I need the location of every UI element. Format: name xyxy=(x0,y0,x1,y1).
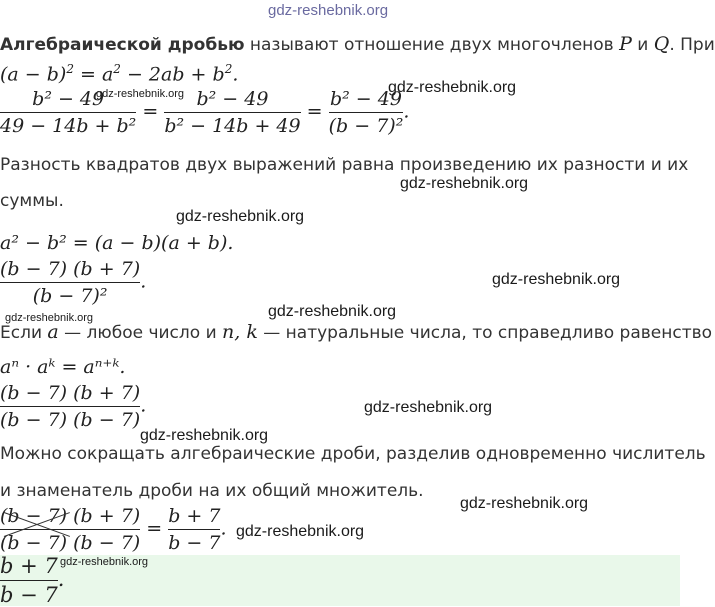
formula-power-rule: aⁿ · aᵏ = aⁿ⁺ᵏ. xyxy=(0,356,126,378)
fraction-3: $\frac{(b - 7) (b + 7)}{(b - 7) (b - 7)}$ . xyxy=(0,382,147,432)
difference-of-squares-text-2: суммы. xyxy=(0,191,64,211)
fraction-1c: $\frac{\text{b² − 49}}{\text{(b − 7)²}}$ xyxy=(328,88,404,138)
intro-text: называют отношение двух многочленов xyxy=(244,35,620,55)
formula-square-difference: $(a - b)^2 = a^2 - 2ab + b^2$. xyxy=(0,62,239,86)
intro-line xyxy=(0,33,715,55)
watermark-1: gdz-reshebnik.org xyxy=(96,88,185,100)
answer-fraction: $\frac{b + 7}{b - 7}$ . xyxy=(0,554,65,607)
watermark-9: gdz-reshebnik.org xyxy=(140,427,269,444)
watermark-5: gdz-reshebnik.org xyxy=(492,271,621,288)
fraction-4-cancelled: $\frac{(b - 7) (b + 7)}{(b - 7) (b - 7)}$ = $\frac{b + 7}{b - 7}$ . xyxy=(0,505,227,555)
intro-and: и xyxy=(631,35,654,55)
watermark-11: gdz-reshebnik.org xyxy=(236,523,365,540)
watermark-10: gdz-reshebnik.org xyxy=(460,495,589,512)
reduce-text-1: Можно сокращать алгебраические дроби, разделив одновременно числитель xyxy=(0,444,706,464)
intro-end: . При xyxy=(669,35,715,55)
watermark-3: gdz-reshebnik.org xyxy=(400,175,529,192)
fraction-chain-1: $\frac{\text{b² − 49}}{\text{49 − 14b + b²}}$ = $\frac{\text{b² − 49}}{\text{b² − 14b + 49}}$ = $\frac{\text{b² − 49}}{\text{(b − 7)²}}$ . xyxy=(0,88,410,138)
watermark-2: gdz-reshebnik.org xyxy=(388,79,517,96)
term-bold: Алгебраической дробью xyxy=(0,35,245,55)
reduce-text-2: и знаменатель дроби на их общий множитель. xyxy=(0,481,424,501)
watermark-top: gdz-reshebnik.org xyxy=(268,2,389,19)
fraction-1b: $\frac{\text{b² − 49}}{\text{b² − 14b + 49}}$ xyxy=(164,88,301,138)
var-q: Q xyxy=(653,33,670,55)
formula-difference-of-squares: a² − b² = (a − b)(a + b). xyxy=(0,232,234,254)
watermark-6: gdz-reshebnik.org xyxy=(268,303,397,320)
difference-of-squares-text-1: Разность квадратов двух выражений равна произведению их разности и их xyxy=(0,155,689,175)
power-rule-text: Если a — любое число и n, k — натуральные числа, то справедливо равенство xyxy=(0,321,713,343)
watermark-8: gdz-reshebnik.org xyxy=(364,399,493,416)
fraction-1a: $\frac{\text{b² − 49}}{\text{49 − 14b + b²}}$ xyxy=(0,88,137,138)
watermark-7: gdz-reshebnik.org xyxy=(5,312,94,324)
watermark-12: gdz-reshebnik.org xyxy=(60,556,149,568)
watermark-4: gdz-reshebnik.org xyxy=(176,208,305,225)
var-p: P xyxy=(619,33,632,55)
fraction-2: $\frac{(b - 7) (b + 7)}{\text{(b − 7)²}}$ . xyxy=(0,258,147,308)
